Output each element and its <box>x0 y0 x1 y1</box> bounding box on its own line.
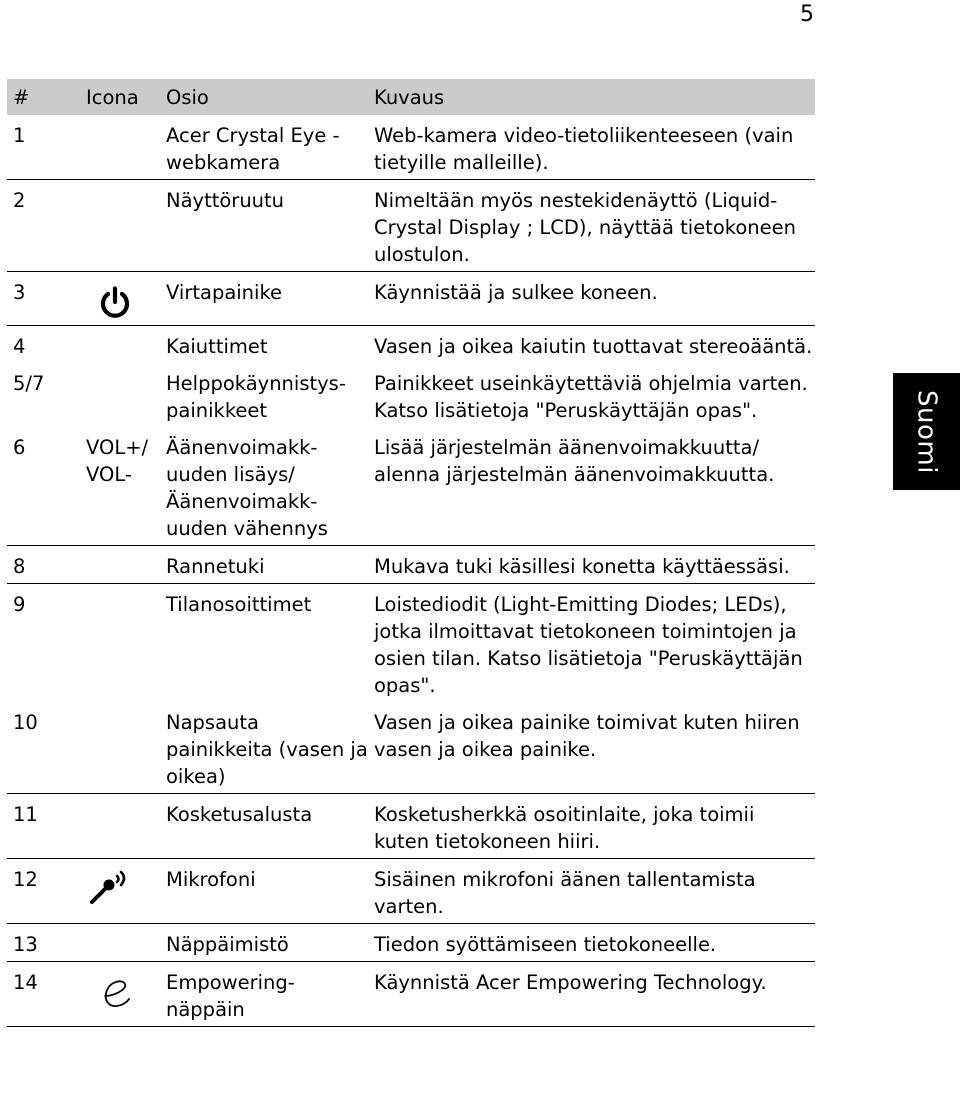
row-description: Vasen ja oikea kaiutin tuottavat stereoääntä. <box>374 335 813 358</box>
row-icon <box>78 584 160 703</box>
table-row <box>7 962 815 1027</box>
row-section: Tilanosoittimet <box>166 593 312 616</box>
row-description: Web-kamera video-tietoliikenteeseen (vain tietyille malleille). <box>368 115 815 180</box>
row-icon <box>78 702 160 794</box>
microphone-icon <box>86 866 136 908</box>
table-row <box>7 859 815 924</box>
row-section: Kosketusalusta <box>160 794 368 859</box>
header-number: # <box>7 79 78 115</box>
row-section: Napsauta painikkeita (vasen ja oikea) <box>160 702 368 794</box>
row-number: 9 <box>13 593 26 616</box>
header-description: Kuvaus <box>368 79 815 115</box>
header-section: Osio <box>160 79 368 115</box>
row-description: Loistediodit (Light-Emitting Diodes; LEDs), jotka ilmoittavat tietokoneen toimintojen ja osien tilan. Katso lisätietoja "Peruskäyttäjän opas". <box>374 593 803 697</box>
table-row <box>7 272 815 326</box>
row-icon-cell <box>78 272 160 326</box>
row-icon <box>78 546 160 584</box>
row-icon-cell <box>78 962 160 1027</box>
row-section: Näppäimistö <box>160 924 368 962</box>
row-section: Acer Crystal Eye - webkamera <box>160 115 368 180</box>
table-row <box>7 326 815 364</box>
row-section: Empowering-näppäin <box>160 962 368 1027</box>
row-number: 13 <box>7 924 78 962</box>
table-row <box>7 924 815 962</box>
row-description: Painikkeet useinkäytettäviä ohjelmia varten. Katso lisätietoja "Peruskäyttäjän opas". <box>374 372 808 422</box>
table-row <box>7 180 815 272</box>
row-description: Käynnistää ja sulkee koneen. <box>368 272 815 326</box>
table-row <box>7 363 815 427</box>
row-section: Virtapainike <box>160 272 368 326</box>
component-table <box>7 79 815 1027</box>
row-section: Näyttöruutu <box>160 180 368 272</box>
row-number: 1 <box>7 115 78 180</box>
table-row <box>7 584 815 703</box>
table-row <box>7 794 815 859</box>
table-header-row <box>7 79 815 115</box>
row-number: 10 <box>7 702 78 794</box>
row-description: Mukava tuki käsillesi konetta käyttäessäsi. <box>368 546 815 584</box>
row-description: Nimeltään myös nestekidenäyttö (Liquid-Crystal Display ; LCD), näyttää tietokoneen ulostulon. <box>368 180 815 272</box>
table-row <box>7 115 815 180</box>
power-icon <box>98 286 132 322</box>
row-number: 2 <box>7 180 78 272</box>
row-icon <box>78 180 160 272</box>
table-row <box>7 427 815 546</box>
table-row <box>7 702 815 794</box>
header-icon: Icona <box>78 79 160 115</box>
row-icon <box>78 326 160 364</box>
row-section: Helppokäynnistys-painikkeet <box>166 372 346 422</box>
row-number: 11 <box>7 794 78 859</box>
row-description: Käynnistä Acer Empowering Technology. <box>368 962 815 1027</box>
row-section: Rannetuki <box>160 546 368 584</box>
row-section: Äänenvoimakk-uuden lisäys/ Äänenvoimakk-uuden vähennys <box>160 427 368 546</box>
row-icon: VOL+/ VOL- <box>78 427 160 546</box>
row-number: 6 <box>7 427 78 546</box>
row-number: 4 <box>13 335 26 358</box>
row-icon <box>78 115 160 180</box>
row-number: 8 <box>7 546 78 584</box>
row-number: 3 <box>7 272 78 326</box>
row-number: 14 <box>7 962 78 1027</box>
row-icon <box>78 363 160 427</box>
row-description: Kosketusherkkä osoitinlaite, joka toimii kuten tietokoneen hiiri. <box>368 794 815 859</box>
language-tab-label: Suomi <box>911 389 942 474</box>
row-section: Kaiuttimet <box>166 335 268 358</box>
row-description: Sisäinen mikrofoni äänen tallentamista varten. <box>368 859 815 924</box>
row-number: 5/7 <box>13 372 45 395</box>
table-row <box>7 546 815 584</box>
row-icon-cell <box>78 859 160 924</box>
row-description: Vasen ja oikea painike toimivat kuten hiiren vasen ja oikea painike. <box>368 702 815 794</box>
row-description: Tiedon syöttämiseen tietokoneelle. <box>368 924 815 962</box>
row-number: 12 <box>7 859 78 924</box>
language-tab <box>893 373 960 490</box>
row-section: Mikrofoni <box>160 859 368 924</box>
row-description: Lisää järjestelmän äänenvoimakkuutta/ alenna järjestelmän äänenvoimakkuutta. <box>368 427 815 546</box>
row-icon <box>78 924 160 962</box>
empowering-key-icon <box>99 976 133 1010</box>
page-number: 5 <box>800 2 814 27</box>
row-icon <box>78 794 160 859</box>
